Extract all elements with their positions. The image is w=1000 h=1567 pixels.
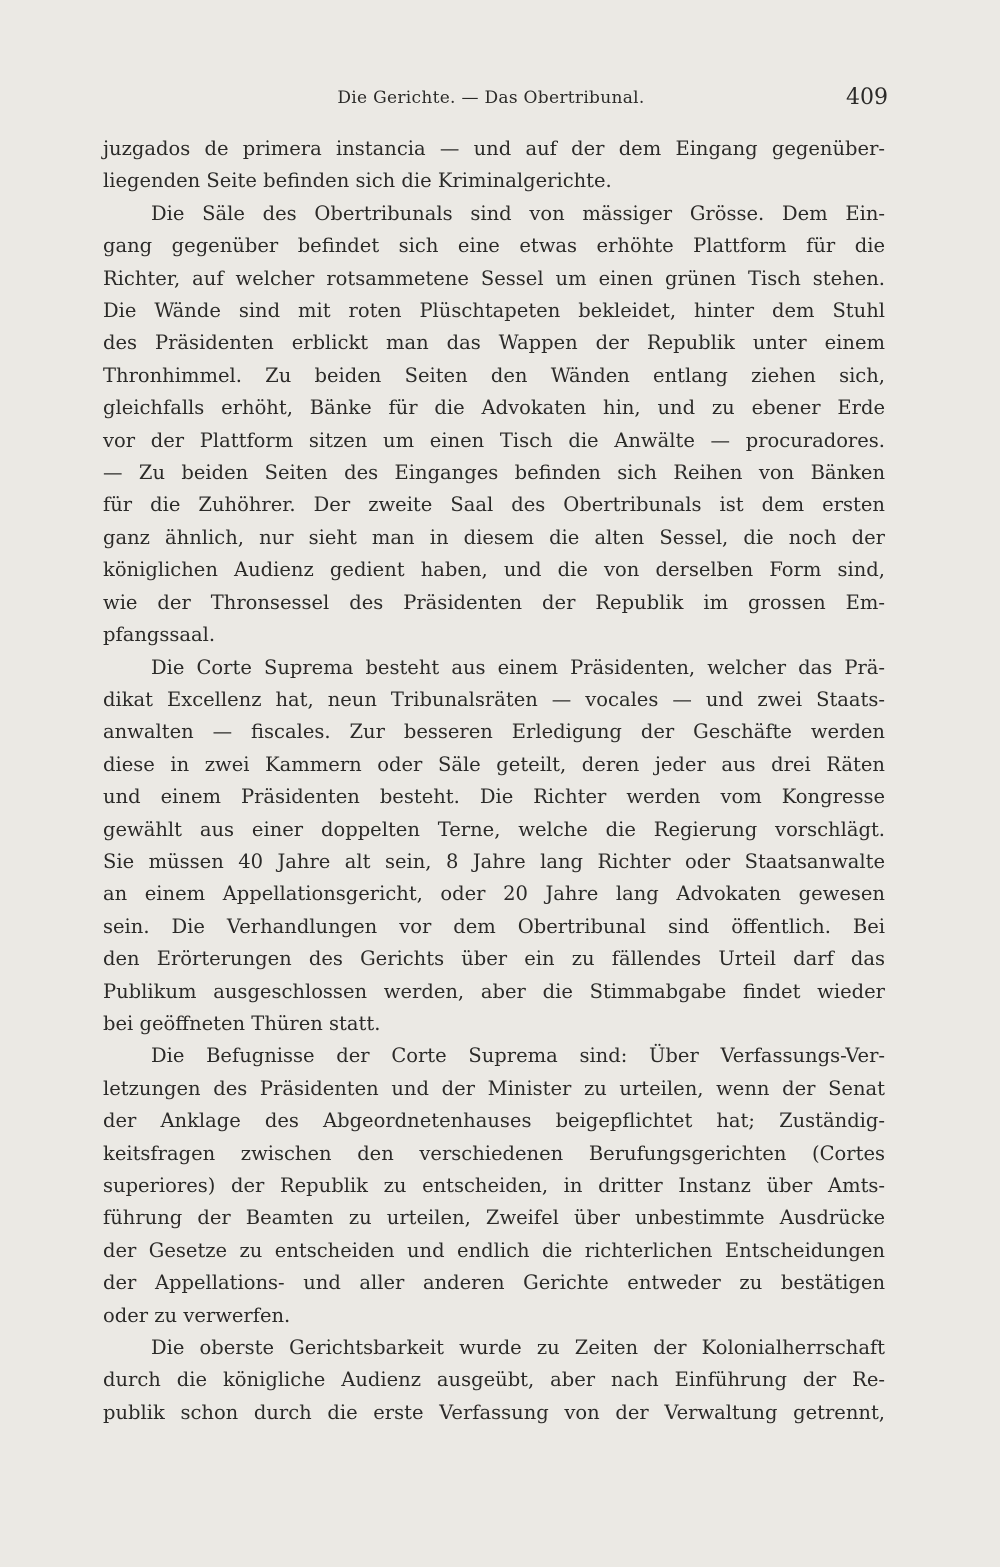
text-line: pfangssaal. [103, 623, 216, 647]
text-line: Die Säle des Obertribunals sind von mässiger Grösse. Dem Ein- [151, 201, 885, 225]
text-line: letzungen des Präsidenten und der Minister zu urteilen, wenn der Senat [103, 1076, 885, 1100]
text-line: ganz ähnlich, nur sieht man in diesem die alten Sessel, die noch der [103, 525, 885, 549]
text-line: wie der Thronsessel des Präsidenten der Republik im grossen Em- [103, 590, 885, 614]
text-line: Publikum ausgeschlossen werden, aber die Stimmabgabe findet wieder [103, 979, 885, 1003]
text-line: anwalten — fiscales. Zur besseren Erledigung der Geschäfte werden [103, 720, 885, 744]
text-line: gewählt aus einer doppelten Terne, welche die Regierung vorschlägt. [103, 817, 885, 841]
text-line: superiores) der Republik zu entscheiden, in dritter Instanz über Amts- [103, 1174, 885, 1197]
text-line: gleichfalls erhöht, Bänke für die Advokaten hin, und zu ebener Erde [103, 396, 885, 420]
text-line: und einem Präsidenten besteht. Die Richter werden vom Kongresse [103, 785, 885, 809]
body-text [103, 133, 885, 1429]
text-line: vor der Plattform sitzen um einen Tisch die Anwälte — procuradores. [103, 428, 885, 452]
text-line: publik schon durch die erste Verfassung von der Verwaltung getrennt, [103, 1400, 885, 1424]
text-line: diese in zwei Kammern oder Säle geteilt, deren jeder aus drei Räten [103, 752, 885, 776]
page-number: 409 [846, 85, 888, 110]
text-line: des Präsidenten erblickt man das Wappen der Republik unter einem [103, 331, 885, 355]
page-header [100, 85, 888, 116]
text-line: königlichen Audienz gedient haben, und die von derselben Form sind, [103, 558, 885, 582]
text-line: juzgados de primera instancia — und auf der dem Eingang gegenüber- [103, 137, 885, 160]
text-line: führung der Beamten zu urteilen, Zweifel über unbestimmte Ausdrücke [103, 1206, 885, 1230]
text-line: Die Corte Suprema besteht aus einem Präsidenten, welcher das Prä- [151, 655, 885, 679]
text-line: Thronhimmel. Zu beiden Seiten den Wänden entlang ziehen sich, [103, 363, 885, 387]
text-line: der Gesetze zu entscheiden und endlich die richterlichen Entscheidungen [103, 1238, 885, 1262]
text-line: der Anklage des Abgeordnetenhauses beigepflichtet hat; Zuständig- [103, 1109, 885, 1133]
text-line: durch die königliche Audienz ausgeübt, aber nach Einführung der Re- [103, 1368, 885, 1392]
text-line: für die Zuhöhrer. Der zweite Saal des Obertribunals ist dem ersten [103, 493, 885, 517]
text-line: der Appellations- und aller anderen Gerichte entweder zu bestätigen [103, 1271, 885, 1295]
text-line: Die Wände sind mit roten Plüschtapeten bekleidet, hinter dem Stuhl [103, 299, 885, 323]
text-line: oder zu verwerfen. [103, 1303, 291, 1327]
text-line: Die oberste Gerichtsbarkeit wurde zu Zeiten der Kolonialherrschaft [151, 1336, 885, 1360]
text-line: sein. Die Verhandlungen vor dem Obertribunal sind öffentlich. Bei [103, 914, 885, 938]
text-line: bei geöffneten Thüren statt. [103, 1011, 381, 1035]
text-line: Die Befugnisse der Corte Suprema sind: Über Verfassungs-Ver- [151, 1044, 885, 1068]
text-line: liegenden Seite befinden sich die Kriminalgerichte. [103, 169, 612, 193]
text-line: an einem Appellationsgericht, oder 20 Jahre lang Advokaten gewesen [103, 882, 885, 906]
text-line: gang gegenüber befindet sich eine etwas erhöhte Plattform für die [103, 234, 885, 258]
text-line: — Zu beiden Seiten des Einganges befinden sich Reihen von Bänken [103, 461, 885, 485]
text-line: den Erörterungen des Gerichts über ein zu fällendes Urteil darf das [103, 947, 885, 971]
text-line: dikat Excellenz hat, neun Tribunalsräten — vocales — und zwei Staats- [103, 687, 885, 711]
text-line: Richter, auf welcher rotsammetene Sessel um einen grünen Tisch stehen. [103, 266, 885, 290]
text-line: Sie müssen 40 Jahre alt sein, 8 Jahre lang Richter oder Staatsanwalte [103, 849, 885, 873]
text-line: keitsfragen zwischen den verschiedenen Berufungsgerichten (Cortes [103, 1141, 885, 1165]
running-title: Die Gerichte. — Das Obertribunal. [337, 88, 645, 108]
